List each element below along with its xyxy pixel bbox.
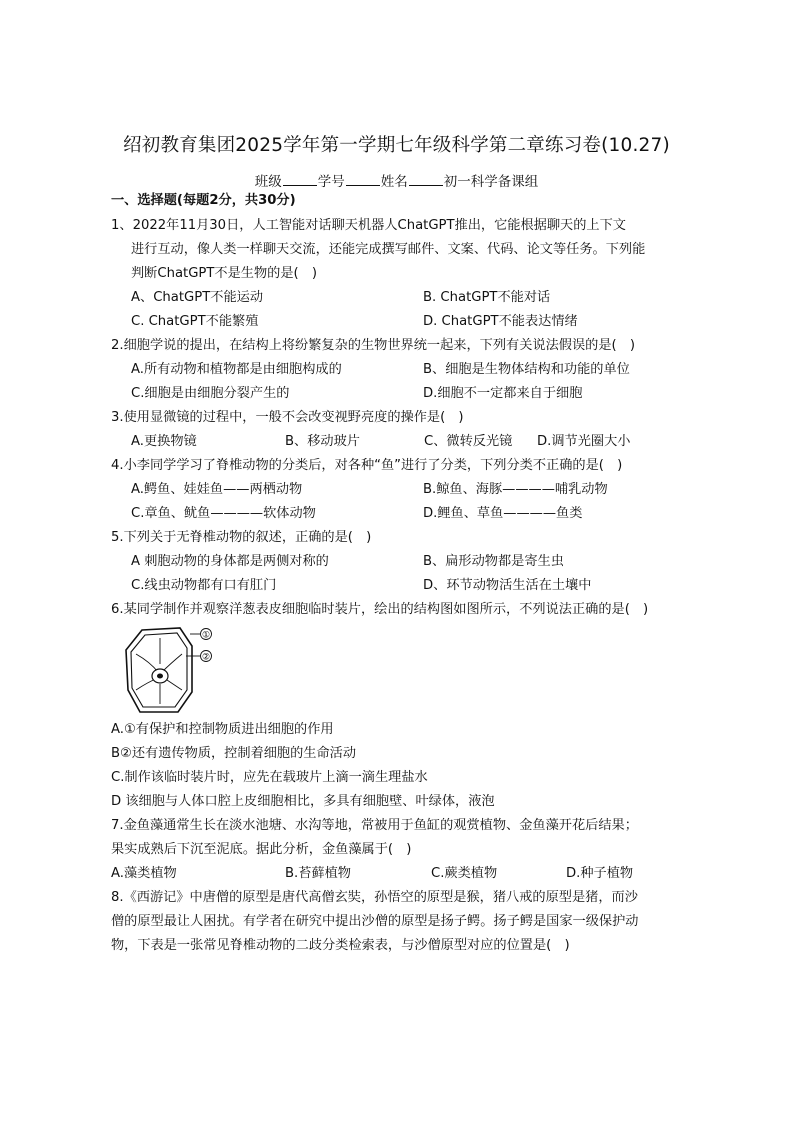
q4-option-b[interactable]: B.鲸鱼、海豚————哺乳动物 (423, 482, 608, 497)
id-label: 学号 (317, 174, 345, 190)
q3-option-d[interactable]: D.调节光圈大小 (537, 434, 631, 449)
q2-option-d[interactable]: D.细胞不一定都来自于细胞 (423, 386, 583, 401)
q4-option-a[interactable]: A.鳄鱼、娃娃鱼——两栖动物 (131, 482, 303, 497)
q5-stem: 5.下列关于无脊椎动物的叙述，正确的是( ) (111, 530, 372, 545)
section-heading: 一、选择题(每题2分，共30分) (111, 193, 296, 208)
q3-stem: 3.使用显微镜的过程中，一般不会改变视野亮度的操作是( ) (111, 410, 464, 425)
q2-option-c[interactable]: C.细胞是由细胞分裂产生的 (131, 386, 290, 401)
q8-line-1: 8.《西游记》中唐僧的原型是唐代高僧玄奘，孙悟空的原型是猴，猪八戒的原型是猪，而沙 (111, 890, 638, 905)
q6-option-d[interactable]: D 该细胞与人体口腔上皮细胞相比，多具有细胞壁、叶绿体，液泡 (111, 794, 495, 809)
figure-label-2: ② (201, 652, 211, 663)
q1-option-b[interactable]: B. ChatGPT不能对话 (423, 290, 551, 305)
q1-option-a[interactable]: A、ChatGPT不能运动 (131, 290, 264, 305)
q7-option-a[interactable]: A.藻类植物 (111, 866, 177, 881)
figure-label-1: ① (201, 630, 211, 641)
name-label: 姓名 (380, 174, 408, 190)
onion-cell-figure (120, 624, 220, 716)
q2-stem: 2.细胞学说的提出，在结构上将纷繁复杂的生物世界统一起来，下列有关说法假误的是( ) (111, 338, 635, 353)
q4-stem: 4.小李同学学习了脊椎动物的分类后，对各种“鱼”进行了分类，下列分类不正确的是( ) (111, 458, 623, 473)
name-blank[interactable] (409, 173, 443, 186)
q7-option-c[interactable]: C.蕨类植物 (431, 866, 498, 881)
q1-line-3: 判断ChatGPT不是生物的是( ) (131, 266, 318, 281)
q5-option-d[interactable]: D、环节动物活生活在土壤中 (423, 578, 592, 593)
q7-line-2: 果实成熟后下沉至泥底。据此分析，金鱼藻属于( ) (111, 842, 412, 857)
q2-option-a[interactable]: A.所有动物和植物都是由细胞构成的 (131, 362, 342, 377)
q3-option-a[interactable]: A.更换物镜 (131, 434, 197, 449)
q1-option-d[interactable]: D. ChatGPT不能表达情绪 (423, 314, 578, 329)
q6-stem: 6.某同学制作并观察洋葱表皮细胞临时装片，绘出的结构图如图所示，不列说法正确的是( ) (111, 602, 649, 617)
group-label: 初一科学备课组 (443, 174, 539, 190)
q6-option-a[interactable]: A.①有保护和控制物质进出细胞的作用 (111, 722, 334, 737)
q5-option-c[interactable]: C.线虫动物都有口有肛门 (131, 578, 277, 593)
student-info-line (0, 170, 793, 190)
q7-option-d[interactable]: D.种子植物 (566, 866, 634, 881)
q3-option-c[interactable]: C、微转反光镜 (424, 434, 513, 449)
q1-line-2: 进行互动，像人类一样聊天交流，还能完成撰写邮件、文案、代码、论文等任务。下列能 (131, 242, 646, 257)
q1-line-1: 1、2022年11月30日，人工智能对话聊天机器人ChatGPT推出，它能根据聊天的上下文 (111, 218, 626, 233)
q5-option-a[interactable]: A 刺胞动物的身体都是两侧对称的 (131, 554, 329, 569)
q5-option-b[interactable]: B、扁形动物都是寄生虫 (423, 554, 564, 569)
q1-option-c[interactable]: C. ChatGPT不能繁殖 (131, 314, 259, 329)
page-title: 绍初教育集团2025学年第一学期七年级科学第二章练习卷(10.27) (123, 135, 670, 156)
q8-line-2: 僧的原型最让人困扰。有学者在研究中提出沙僧的原型是扬子鳄。扬子鳄是国家一级保护动 (111, 914, 639, 929)
class-label: 班级 (254, 174, 282, 190)
q7-line-1: 7.金鱼藻通常生长在淡水池塘、水沟等地，常被用于鱼缸的观赏植物、金鱼藻开花后结果； (111, 818, 638, 833)
q4-option-d[interactable]: D.鲤鱼、草鱼————鱼类 (423, 506, 583, 521)
id-blank[interactable] (346, 173, 380, 186)
q8-line-3: 物，下表是一张常见脊椎动物的二歧分类检索表，与沙僧原型对应的位置是( ) (111, 938, 570, 953)
q6-option-b[interactable]: B②还有遗传物质，控制着细胞的生命活动 (111, 746, 357, 761)
class-blank[interactable] (283, 173, 317, 186)
q6-option-c[interactable]: C.制作该临时装片时，应先在载玻片上滴一滴生理盐水 (111, 770, 428, 785)
q4-option-c[interactable]: C.章鱼、鱿鱼————软体动物 (131, 506, 316, 521)
q2-option-b[interactable]: B、细胞是生物体结构和功能的单位 (423, 362, 630, 377)
q7-option-b[interactable]: B.苔藓植物 (285, 866, 351, 881)
q3-option-b[interactable]: B、移动玻片 (285, 434, 360, 449)
